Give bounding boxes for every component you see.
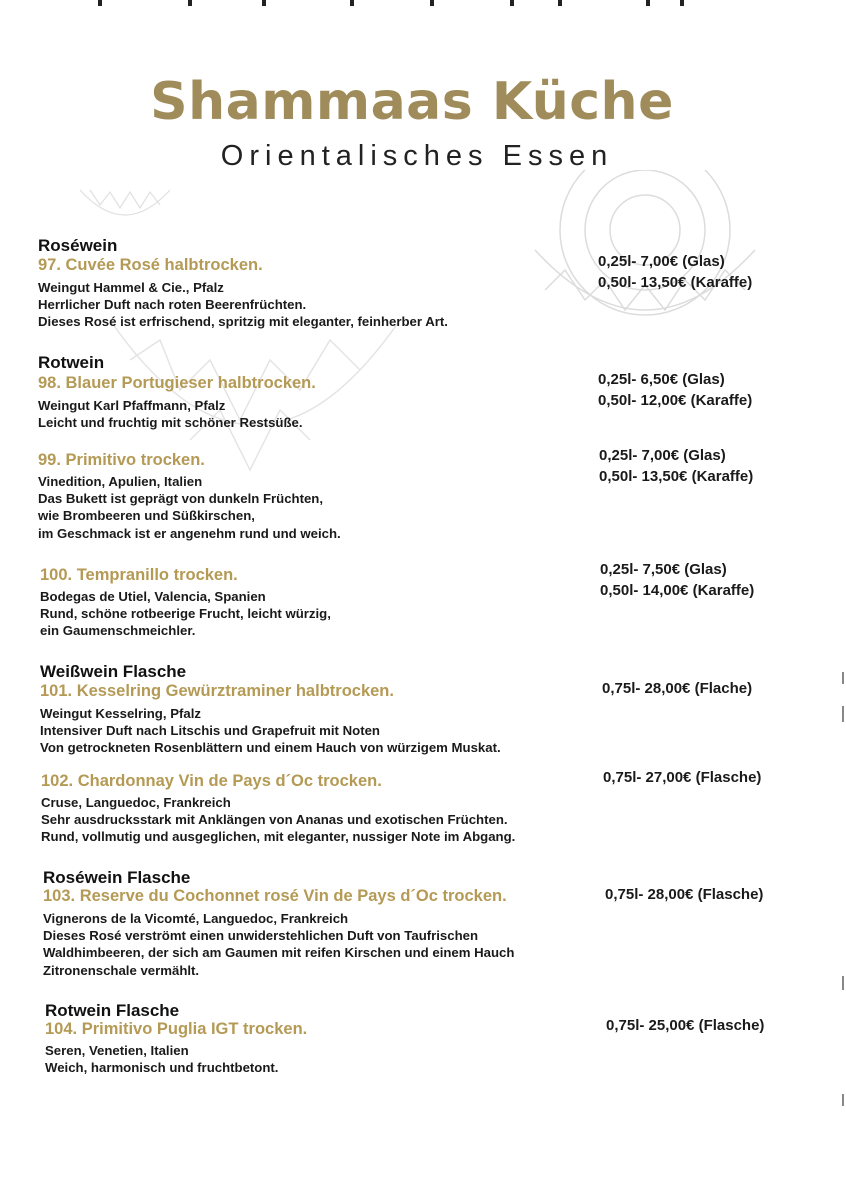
wine-description: Weingut Karl Pfaffmann, Pfalz Leicht und fruchtig mit schöner Restsüße. (38, 398, 303, 431)
wine-description: Vinedition, Apulien, Italien Das Bukett ist geprägt von dunkeln Früchten, wie Brombeeren und Süßkirschen, im Geschmack ist er angenehm rund und weich. (38, 474, 341, 541)
wine-name: 97. Cuvée Rosé halbtrocken. (38, 256, 263, 274)
scan-edge-mark (842, 976, 844, 990)
wine-description: Seren, Venetien, Italien Weich, harmonisch und fruchtbetont. (45, 1043, 279, 1076)
top-edge-marks (90, 0, 690, 10)
wine-prices: 0,75l- 28,00€ (Flache) (602, 680, 753, 697)
wine-prices: 0,25l- 6,50€ (Glas) 0,50l- 12,00€ (Karaffe) (598, 371, 753, 409)
wine-description: Bodegas de Utiel, Valencia, Spanien Rund, schöne rotbeerige Frucht, leicht würzig, ein Gaumenschmeichler. (40, 589, 331, 639)
wine-name: 101. Kesselring Gewürztraminer halbtrocken. (40, 682, 394, 700)
wine-name: 103. Reserve du Cochonnet rosé Vin de Pays d´Oc trocken. (43, 887, 507, 905)
scan-edge-mark (842, 672, 844, 684)
wine-description: Weingut Kesselring, Pfalz Intensiver Duft nach Litschis und Grapefruit mit Noten Von getrockneten Rosenblättern und einem Hauch von würzigem Muskat. (40, 706, 501, 756)
wine-description: Weingut Hammel & Cie., Pfalz Herrlicher Duft nach roten Beerenfrüchten. Dieses Rosé ist erfrischend, spritzig mit eleganter, feinherber Art. (38, 280, 448, 330)
wine-name: 98. Blauer Portugieser halbtrocken. (38, 374, 316, 392)
category-heading: Weißwein Flasche (40, 662, 187, 681)
wine-prices: 0,25l- 7,00€ (Glas) 0,50l- 13,50€ (Karaffe) (598, 253, 753, 291)
wine-prices: 0,75l- 25,00€ (Flasche) (606, 1017, 765, 1034)
wine-prices: 0,25l- 7,00€ (Glas) 0,50l- 13,50€ (Karaffe) (599, 447, 754, 485)
wine-name: 100. Tempranillo trocken. (40, 566, 238, 584)
wine-description: Vignerons de la Vicomté, Languedoc, Frankreich Dieses Rosé verströmt einen unwiderstehlichen Duft von Taufrischen Waldhimbeeren, der sich am Gaumen mit reifen Kirschen und einem Hauch Zitronenschale vermählt. (43, 911, 515, 978)
wine-name: 102. Chardonnay Vin de Pays d´Oc trocken. (41, 772, 382, 790)
category-heading: Roséwein Flasche (43, 868, 191, 887)
category-heading: Rotwein Flasche (45, 1001, 180, 1020)
wine-name: 99. Primitivo trocken. (38, 451, 205, 469)
category-heading: Rotwein (38, 353, 105, 372)
restaurant-name: Shammaas Küche (150, 72, 674, 132)
wine-prices: 0,75l- 27,00€ (Flasche) (603, 769, 762, 786)
category-heading: Roséwein (38, 236, 118, 255)
restaurant-subtitle: Orientalisches Essen (220, 140, 614, 172)
scan-edge-mark (842, 1094, 844, 1106)
mandala-ornament-icon (75, 180, 175, 230)
wine-prices: 0,25l- 7,50€ (Glas) 0,50l- 14,00€ (Karaffe) (600, 561, 755, 599)
scan-edge-mark (842, 706, 844, 722)
wine-name: 104. Primitivo Puglia IGT trocken. (45, 1020, 308, 1038)
wine-description: Cruse, Languedoc, Frankreich Sehr ausdrucksstark mit Anklängen von Ananas und exotischen Früchten. Rund, vollmutig und ausgeglichen, mit eleganter, nussiger Note im Abgang. (41, 795, 516, 845)
wine-prices: 0,75l- 28,00€ (Flasche) (605, 886, 764, 903)
